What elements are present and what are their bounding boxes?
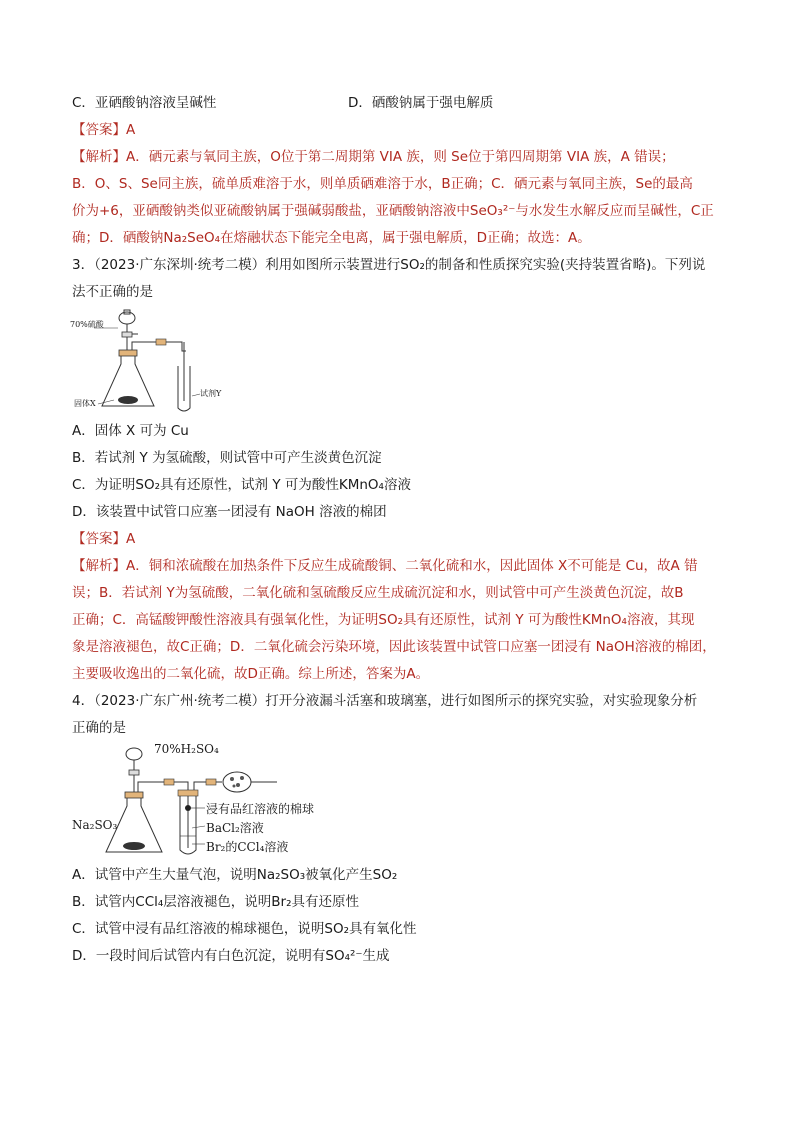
q2-option-c: C．亚硒酸钠溶液呈碱性: [72, 95, 217, 111]
q2-options-row: [72, 90, 732, 117]
q4-option-c: C．试管中浸有品红溶液的棉球褪色，说明SO₂具有氧化性: [72, 921, 417, 937]
q2-analysis-line-2: B．O、S、Se同主族，硫单质难溶于水，则单质硒难溶于水，B正确；C．硒元素与氧同主族，Se的最高: [72, 176, 693, 192]
q3-analysis-line-1: 【解析】A．铜和浓硫酸在加热条件下反应生成硫酸铜、二氧化硫和水，因此固体 X不可能是 Cu，故A 错: [72, 558, 698, 574]
q3-analysis-line-2: 误；B．若试剂 Y为氢硫酸，二氧化硫和氢硫酸反应生成硫沉淀和水，则试管中可产生淡黄色沉淀，故B: [72, 585, 684, 601]
q3-option-c: C．为证明SO₂具有还原性，试剂 Y 可为酸性KMnO₄溶液: [72, 477, 411, 493]
q4-stem-line-1: 4．（2023·广东广州·统考二模）打开分液漏斗活塞和玻璃塞，进行如图所示的探究实验，对实验现象分析: [72, 693, 698, 709]
q4-label-br2: Br₂的CCl₄溶液: [206, 840, 289, 854]
q3-option-a: A．固体 X 可为 Cu: [72, 423, 189, 439]
document-page: [72, 90, 732, 970]
q4-label-bacl2: BaCl₂溶液: [206, 821, 264, 835]
q3-answer: 【答案】A: [72, 531, 136, 547]
q4-option-a: A．试管中产生大量气泡，说明Na₂SO₃被氧化产生SO₂: [72, 867, 398, 883]
q2-answer: 【答案】A: [72, 122, 136, 138]
q4-option-b: B．试管内CCl₄层溶液褪色，说明Br₂具有还原性: [72, 894, 359, 910]
q4-label-flask: Na₂SO₃: [72, 818, 118, 832]
q3-option-d: D．该装置中试管口应塞一团浸有 NaOH 溶液的棉团: [72, 504, 387, 520]
q2-option-d: D．硒酸钠属于强电解质: [348, 95, 494, 111]
q4-apparatus-figure: [72, 742, 732, 862]
q3-analysis-line-5: 主要吸收逸出的二氧化硫，故D正确。综上所述，答案为A。: [72, 666, 430, 682]
q3-analysis-line-4: 象是溶液褪色，故C正确；D．二氧化硫会污染环境，因此该装置中试管口应塞一团浸有 NaOH溶液的棉团，: [72, 639, 716, 655]
q3-label-acid: 70%硫酸: [70, 320, 104, 329]
q2-analysis-line-1: 【解析】A．硒元素与氧同主族，O位于第二周期第 VIA 族，则 Se位于第四周期第 VIA 族，A 错误；: [72, 149, 675, 165]
q4-option-d: D．一段时间后试管内有白色沉淀，说明有SO₄²⁻生成: [72, 948, 390, 964]
q4-label-cotton: 浸有品红溶液的棉球: [206, 802, 315, 816]
q3-analysis-line-3: 正确；C．高锰酸钾酸性溶液具有强氧化性，为证明SO₂具有还原性，试剂 Y 可为酸性KMnO₄溶液，其现: [72, 612, 695, 628]
q2-analysis-line-3: 价为+6，亚硒酸钠类似亚硫酸钠属于强碱弱酸盐，亚硒酸钠溶液中SeO₃²⁻与水发生水解反应而呈碱性，C正: [72, 203, 714, 219]
q3-apparatus-figure: [72, 306, 732, 418]
q3-label-reagent: 试剂Y: [200, 389, 222, 398]
q3-label-solid: 固体X: [74, 399, 96, 408]
q4-stem-line-2: 正确的是: [72, 720, 126, 736]
q4-label-acid: 70%H₂SO₄: [154, 742, 219, 756]
q3-stem-line-2: 法不正确的是: [72, 284, 153, 300]
q2-analysis-line-4: 确；D．硒酸钠Na₂SeO₄在熔融状态下能完全电离，属于强电解质，D正确；故选：A。: [72, 230, 591, 246]
q3-stem-line-1: 3．（2023·广东深圳·统考二模）利用如图所示装置进行SO₂的制备和性质探究实验(夹持装置省略)。下列说: [72, 257, 706, 273]
q3-option-b: B．若试剂 Y 为氢硫酸，则试管中可产生淡黄色沉淀: [72, 450, 382, 466]
